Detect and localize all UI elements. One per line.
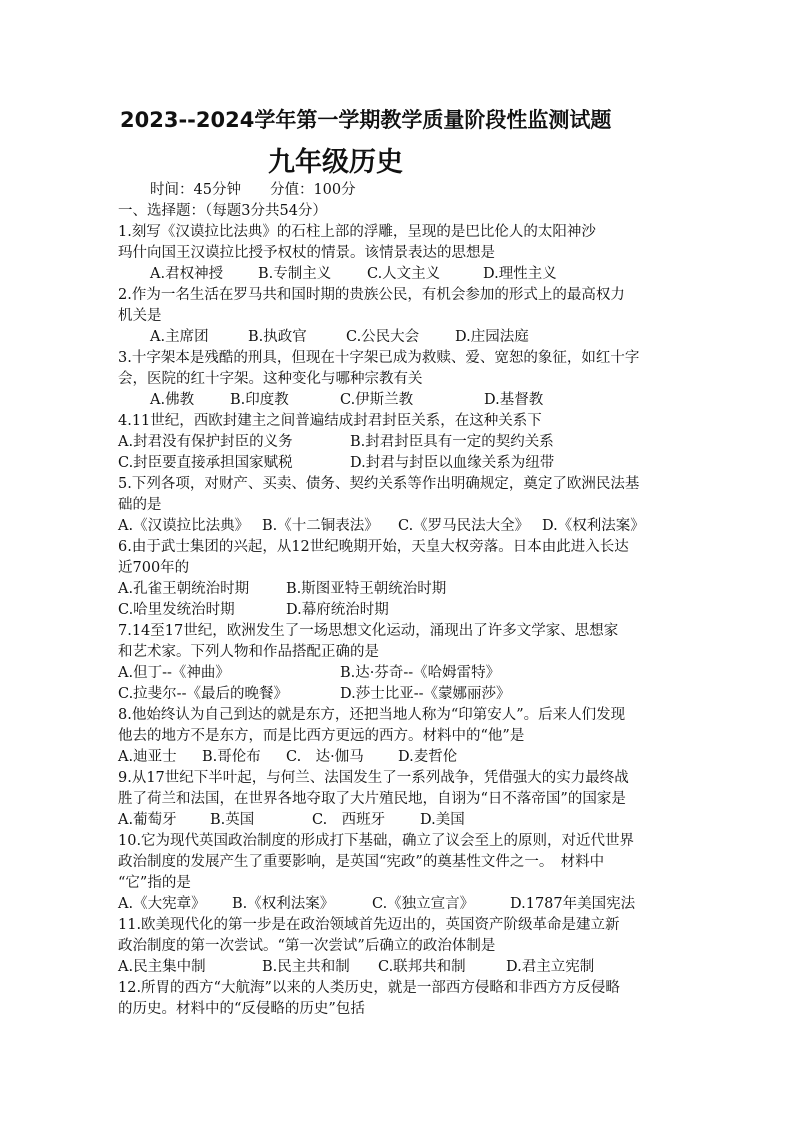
question-9-text: 9.从17世纪下半叶起，与何兰、法国发生了一系列战争，凭借强大的实力最终战: [118, 770, 629, 786]
question-11-text: 政治制度的第一次尝试。“第一次尝试”后确立的政治体制是: [118, 938, 496, 954]
question-1-option-b: B.专制主义: [258, 266, 332, 282]
question-1-option-c: C.人文主义: [367, 266, 441, 282]
question-1-text: 玛什向国王汉谟拉比授予权杖的情景。该情景表达的思想是: [118, 245, 495, 261]
question-4-text: 4.11世纪，西欧封建主之间普遍结成封君封臣关系，在这种关系下: [118, 413, 542, 429]
question-5-option-c: C.《罗马民法大全》: [398, 518, 530, 534]
question-6-option-b: B.斯图亚特王朝统治时期: [286, 581, 447, 597]
question-7-option-c: C.拉斐尔--《最后的晚餐》: [118, 686, 288, 702]
question-3-text: 3.十字架本是残酷的刑具，但现在十字架已成为救赎、爱、宽恕的象征，如红十字: [118, 350, 640, 366]
question-10-option-d: D.1787年美国宪法: [510, 896, 636, 912]
question-6-option-c: C.哈里发统治时期: [118, 602, 235, 618]
time-score: 时间：45分钟 分值：100分: [150, 182, 356, 198]
question-9-option-a: A.葡萄牙: [118, 812, 177, 828]
question-3-text: 会，医院的红十字架。这种变化与哪种宗教有关: [118, 371, 423, 387]
question-8-option-d: D.麦哲伦: [398, 749, 458, 765]
question-10-text: 政治制度的发展产生了重要影响，是英国“宪政”的奠基性文件之一。 材料中: [118, 854, 605, 870]
question-7-text: 7.14至17世纪，欧洲发生了一场思想文化运动，涌现出了许多文学家、思想家: [118, 623, 619, 639]
question-6-option-a: A.孔雀王朝统治时期: [118, 581, 250, 597]
question-11-text: 11.欧美现代化的第一步是在政治领域首先迈出的，英国资产阶级革命是建立新: [118, 917, 620, 933]
question-10-text: 10.它为现代英国政治制度的形成打下基础，确立了议会至上的原则，对近代世界: [118, 833, 635, 849]
question-9-text: 胜了荷兰和法国，在世界各地夺取了大片殖民地，自诩为“日不落帝国”的国家是: [118, 791, 626, 807]
question-4-option-a: A.封君没有保护封臣的义务: [118, 434, 293, 450]
question-5-text: 5.下列各项，对财产、买卖、债务、契约关系等作出明确规定，奠定了欧洲民法基: [118, 476, 640, 492]
question-8-option-c: C. 达·伽马: [286, 749, 364, 765]
question-2-option-d: D.庄园法庭: [455, 329, 529, 345]
question-7-option-b: B.达·芬奇--《哈姆雷特》: [340, 665, 501, 681]
question-2-option-a: A.主席团: [150, 329, 209, 345]
question-11-option-c: C.联邦共和制: [378, 959, 466, 975]
question-7-option-a: A.但丁--《神曲》: [118, 665, 230, 681]
question-12-text: 的历史。材料中的“反侵略的历史”包括: [118, 1001, 365, 1017]
question-3-option-b: B.印度教: [230, 392, 289, 408]
question-2-text: 机关是: [118, 308, 162, 324]
question-10-option-a: A.《大宪章》: [118, 896, 206, 912]
question-4-option-c: C.封臣要直接承担国家赋税: [118, 455, 293, 471]
question-3-option-c: C.伊斯兰教: [340, 392, 414, 408]
question-10-text: “它”指的是: [118, 875, 191, 891]
question-8-text: 他去的地方不是东方，而是比西方更远的西方。材料中的“他”是: [118, 728, 525, 744]
question-4-option-d: D.封君与封臣以血缘关系为纽带: [350, 455, 555, 471]
question-9-option-c: C. 西班牙: [312, 812, 386, 828]
question-11-option-d: D.君主立宪制: [506, 959, 595, 975]
question-3-option-a: A.佛教: [150, 392, 195, 408]
question-11-option-b: B.民主共和制: [262, 959, 350, 975]
question-5-option-b: B.《十二铜表法》: [262, 518, 379, 534]
question-11-option-a: A.民主集中制: [118, 959, 206, 975]
question-2-option-c: C.公民大会: [346, 329, 420, 345]
question-1-text: 1.刻写《汉谟拉比法典》的石柱上部的浮雕，呈现的是巴比伦人的太阳神沙: [118, 224, 596, 240]
section-heading: 一、选择题：（每题3分共54分）: [118, 203, 327, 219]
question-5-option-d: D.《权利法案》: [542, 518, 645, 534]
question-8-option-a: A.迪亚士: [118, 749, 177, 765]
question-6-text: 6.由于武士集团的兴起，从12世纪晚期开始，天皇大权旁落。日本由此进入长达: [118, 539, 629, 555]
question-7-option-d: D.莎士比亚--《蒙娜丽莎》: [340, 686, 511, 702]
question-10-option-c: C.《独立宣言》: [372, 896, 475, 912]
question-9-option-d: D.美国: [420, 812, 465, 828]
question-7-text: 和艺术家。下列人物和作品搭配正确的是: [118, 644, 379, 660]
question-9-option-b: B.英国: [210, 812, 255, 828]
question-8-option-b: B.哥伦布: [202, 749, 261, 765]
question-10-option-b: B.《权利法案》: [232, 896, 335, 912]
question-12-text: 12.所胃的西方“大航海”以来的人类历史，就是一部西方侵略和非西方方反侵略: [118, 980, 620, 996]
question-2-option-b: B.执政官: [248, 329, 307, 345]
exam-subject: 九年级历史: [268, 147, 403, 178]
question-4-option-b: B.封君封臣具有一定的契约关系: [350, 434, 554, 450]
question-5-option-a: A.《汉谟拉比法典》: [118, 518, 250, 534]
question-5-text: 础的是: [118, 497, 162, 513]
question-6-text: 近700年的: [118, 560, 190, 576]
question-1-option-d: D.理性主义: [483, 266, 557, 282]
question-8-text: 8.他始终认为自己到达的就是东方，还把当地人称为“印第安人”。后来人们发现: [118, 707, 626, 723]
question-1-option-a: A.君权神授: [150, 266, 224, 282]
question-2-text: 2.作为一名生活在罗马共和国时期的贵族公民，有机会参加的形式上的最高权力: [118, 287, 625, 303]
exam-title: 2023--2024学年第一学期教学质量阶段性监测试题: [120, 108, 612, 132]
question-6-option-d: D.幕府统治时期: [286, 602, 389, 618]
question-3-option-d: D.基督教: [484, 392, 544, 408]
